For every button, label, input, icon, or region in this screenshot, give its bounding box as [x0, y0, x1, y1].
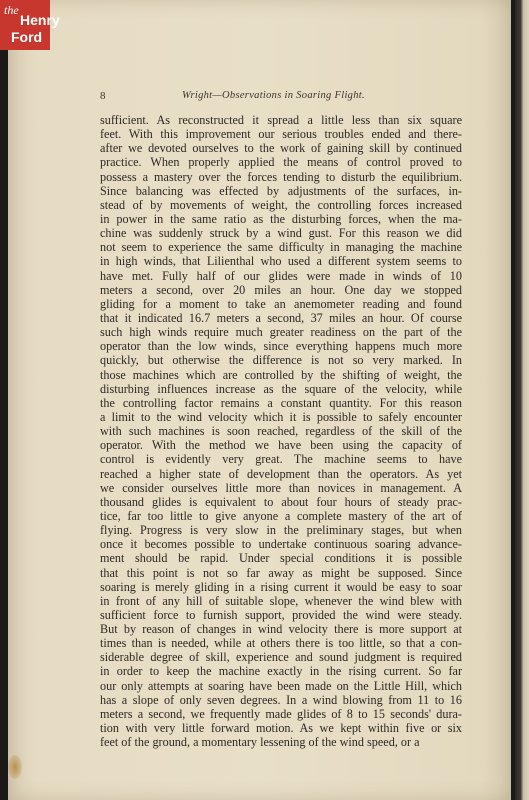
- text-line: a limit to the wind velocity which it is possible to safely encounter: [100, 409, 462, 424]
- text-line: after we devoted ourselves to the work of gaining skill by continued: [100, 141, 462, 156]
- text-line: that it indicated 16.7 meters a second, 37 miles an hour. Of course: [100, 310, 462, 325]
- text-line: with such machines is soon reached, regardless of the skill of the: [100, 424, 462, 439]
- text-line: disturbing influences increase as the square of the velocity, while: [100, 381, 462, 396]
- book-spine-edge: [515, 0, 529, 800]
- text-line: not seem to experience the same difficulty in managing the machine: [100, 240, 462, 255]
- text-line: stead of by movements of weight, the controlling forces increased: [100, 197, 462, 212]
- text-line: feet of the ground, a momentary lessening of the wind speed, or a: [100, 735, 420, 750]
- text-line: practice. When properly applied the means of control proved to: [100, 155, 462, 170]
- text-line: sufficient. As reconstructed it spread a little less than six square: [100, 113, 462, 127]
- page-number: 8: [100, 90, 106, 102]
- text-line: siderable degree of skill, experience and sound judgment is required: [100, 650, 462, 665]
- text-line: gliding for a moment to take an anemometer reading and found: [100, 296, 462, 311]
- text-line: that this point is not so far away as might be supposed. Since: [100, 565, 462, 580]
- text-line: times than is needed, while at others there is too little, so that a con-: [100, 636, 462, 651]
- logo-text-ford: Ford: [11, 29, 43, 45]
- logo-text-henry: Henry: [20, 12, 60, 28]
- text-line: feet. With this improvement our serious troubles ended and there-: [100, 127, 462, 142]
- text-line: the controlling factor remains a constant quantity. For this reason: [100, 395, 462, 410]
- henry-ford-logo: [0, 0, 60, 50]
- text-line: such high winds require much greater readiness on the part of the: [100, 325, 462, 340]
- text-line: control is evidently very great. The machine seems to have: [100, 452, 462, 467]
- text-line: operator than the low winds, since everything happens much more: [100, 339, 462, 354]
- text-line: possess a mastery over the forces tending to disturb the equilibrium.: [100, 169, 462, 184]
- text-line: ment should be rapid. Under special conditions it is possible: [100, 551, 462, 566]
- text-line: have met. Fully half of our glides were made in winds of 10: [100, 268, 462, 283]
- text-line: soaring is merely gliding in a rising current it would be easy to soar: [100, 579, 462, 594]
- text-line: reached a higher state of development than the operators. As yet: [100, 466, 462, 481]
- running-title: Wright—Observations in Soaring Flight.: [182, 90, 365, 101]
- text-line: once it becomes possible to undertake continuous soaring advance-: [100, 537, 462, 552]
- text-line: meters a second, we frequently made glides of 8 to 15 seconds' dura-: [100, 706, 462, 721]
- text-line: meters a second, over 20 miles an hour. One day we stopped: [100, 282, 462, 297]
- page-stain: [8, 755, 22, 779]
- book-page: [8, 0, 511, 800]
- text-line: has a slope of only seven degrees. In a wind blowing from 11 to 16: [100, 692, 462, 707]
- text-line: chine was suddenly struck by a wind gust. For this reason we did: [100, 226, 462, 241]
- text-line: sufficient force to furnish support, provided the wind were steady.: [100, 607, 462, 622]
- text-line: in front of any hill of suitable slope, whenever the wind blew with: [100, 593, 462, 608]
- text-line: our only attempts at soaring have been made on the Little Hill, which: [100, 678, 462, 693]
- text-line: thousand glides is equivalent to about four hours of steady prac-: [100, 494, 462, 509]
- text-line: tice, far too little to give anyone a complete mastery of the art of: [100, 508, 462, 523]
- page-header: [100, 90, 462, 106]
- logo-text-the: the: [4, 3, 19, 17]
- text-line: in high winds, that Lilienthal who used a different system seems to: [100, 254, 462, 269]
- text-line: we consider ourselves little more than novices in management. A: [100, 480, 462, 495]
- text-line: flying. Progress is very slow in the preliminary stages, but when: [100, 523, 462, 538]
- text-line: in power in the same ratio as the disturbing forces, when the ma-: [100, 211, 462, 226]
- text-line: those machines which are controlled by the shifting of weight, the: [100, 367, 462, 382]
- text-line: in order to keep the machine exactly in the rising current. So far: [100, 664, 462, 679]
- text-line: quickly, but otherwise the difference is not so very marked. In: [100, 353, 462, 368]
- text-line: But by reason of changes in wind velocity there is more support at: [100, 622, 462, 637]
- text-line: tion with very little forward motion. As we kept within five or six: [100, 721, 462, 736]
- text-line: operator. With the method we have been using the capacity of: [100, 438, 462, 453]
- text-line: Since balancing was effected by adjustments of the surfaces, in-: [100, 183, 462, 198]
- body-text: [100, 113, 462, 749]
